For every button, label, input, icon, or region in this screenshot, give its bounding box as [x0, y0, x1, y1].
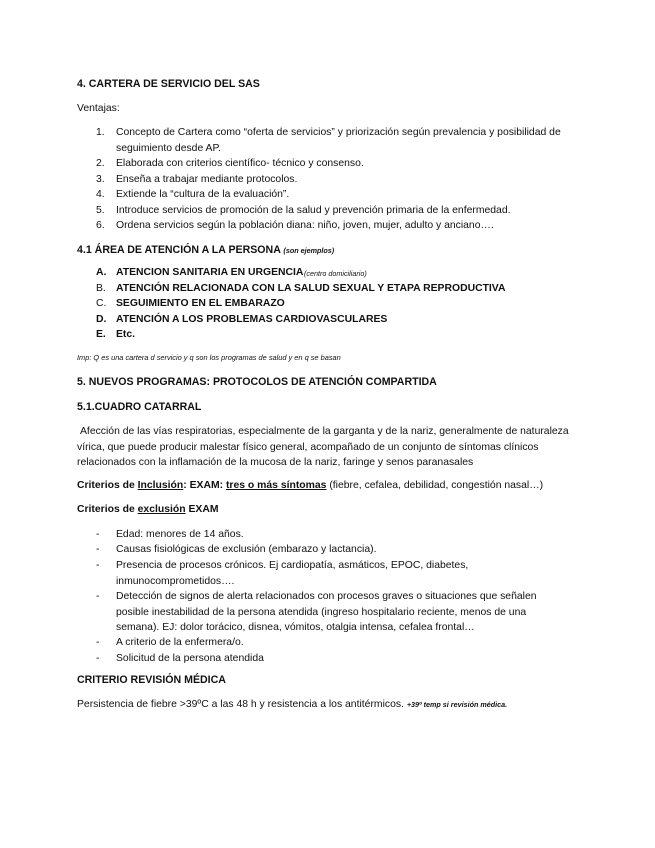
list-dash: - — [96, 544, 100, 555]
list-text: Concepto de Cartera como “oferta de servicios” y priorización según prevalencia y posibilidad de seguimiento desde AP. — [116, 127, 561, 154]
section-41-title: 4.1 ÁREA DE ATENCIÓN A LA PERSONA — [77, 244, 281, 256]
inclusion-criteria — [77, 480, 543, 491]
list-dash: - — [96, 653, 100, 664]
list-extra-note: (centro domiciliario) — [304, 269, 367, 278]
list-letter: E. — [96, 329, 106, 340]
list-text: Presencia de procesos crónicos. Ej cardiopatía, asmáticos, EPOC, diabetes, inmunocomprometidos…. — [116, 560, 469, 587]
list-text: ATENCION SANITARIA EN URGENCIA — [116, 267, 304, 278]
list-text: Introduce servicios de promoción de la salud y prevención primaria de la enfermedad. — [116, 205, 511, 216]
list-letter: A. — [96, 267, 107, 278]
imp-note: Imp: Q es una cartera d servicio y q son los programas de salud y en q se basan — [77, 353, 341, 362]
revision-heading: CRITERIO REVISIÓN MÉDICA — [77, 674, 226, 686]
exclusion-criteria — [77, 504, 219, 515]
inclusion-rest: (fiebre, cefalea, debilidad, congestión nasal…) — [326, 480, 544, 491]
list-dash: - — [96, 591, 100, 602]
list-dash: - — [96, 560, 100, 571]
section-41-heading — [77, 244, 334, 256]
list-number: 4. — [96, 189, 105, 200]
exclusion-word: exclusión — [137, 504, 186, 515]
inclusion-exam: : EXAM: — [183, 480, 226, 491]
inclusion-underlined: tres o más síntomas — [225, 480, 327, 491]
definition-paragraph: Afección de las vías respiratorias, especialmente de la garganta y de la nariz, generalmente de naturaleza vírica, que puede producir malestar físico general, acompañado de un conjunto de síntomas clínicos relacionados con la inflamación de la mucosa de la nariz, faringe y senos paranasales — [77, 426, 569, 469]
list-text: Causas fisiológicas de exclusión (embarazo y lactancia). — [116, 544, 377, 555]
list-text: Enseña a trabajar mediante protocolos. — [116, 174, 298, 185]
section-4-heading: 4. CARTERA DE SERVICIO DEL SAS — [77, 78, 260, 90]
section-41-note: (son ejemplos) — [283, 246, 335, 255]
list-letter: C. — [96, 298, 107, 309]
revision-note: +39º temp si revisión médica. — [406, 700, 508, 709]
list-letter: B. — [96, 283, 106, 294]
list-text: ATENCIÓN A LOS PROBLEMAS CARDIOVASCULARES — [116, 314, 388, 325]
list-number: 6. — [96, 220, 105, 231]
list-letter: D. — [96, 314, 107, 325]
list-dash: - — [96, 529, 100, 540]
list-number: 1. — [96, 127, 105, 138]
section-5-heading: 5. NUEVOS PROGRAMAS: PROTOCOLOS DE ATENCIÓN COMPARTIDA — [77, 376, 437, 388]
list-text: Extiende la “cultura de la evaluación”. — [116, 189, 290, 200]
list-number: 3. — [96, 174, 105, 185]
inclusion-word: Inclusión — [137, 480, 184, 491]
inclusion-prefix: Criterios de — [77, 480, 138, 491]
list-text: SEGUIMIENTO EN EL EMBARAZO — [116, 298, 285, 309]
list-number: 2. — [96, 158, 105, 169]
exclusion-rest: EXAM — [185, 504, 219, 515]
list-text: Ordena servicios según la población diana: niño, joven, mujer, adulto y anciano…. — [116, 220, 494, 231]
exclusion-prefix: Criterios de — [77, 504, 138, 515]
revision-text — [77, 699, 507, 710]
revision-body: Persistencia de fiebre >39ºC a las 48 h y resistencia a los antitérmicos. — [77, 699, 407, 710]
list-text: Edad: menores de 14 años. — [116, 529, 244, 540]
list-text: Detección de signos de alerta relacionados con procesos graves o situaciones que señalen posible inestabilidad de la persona atendida (ingreso hospitalario reciente, menos de una semana). EJ: dolor torácico, disnea, vómitos, otalgia intensa, cefalea frontal… — [116, 591, 537, 633]
list-number: 5. — [96, 205, 105, 216]
list-text: Etc. — [116, 329, 136, 340]
ventajas-label: Ventajas: — [77, 103, 120, 114]
list-dash: - — [96, 637, 100, 648]
list-text: Elaborada con criterios científico- técnico y consenso. — [116, 158, 364, 169]
list-text: ATENCIÓN RELACIONADA CON LA SALUD SEXUAL Y ETAPA REPRODUCTIVA — [116, 283, 506, 294]
section-51-heading: 5.1.CUADRO CATARRAL — [77, 401, 202, 413]
list-text: Solicitud de la persona atendida — [116, 653, 264, 664]
list-text: A criterio de la enfermera/o. — [116, 637, 244, 648]
